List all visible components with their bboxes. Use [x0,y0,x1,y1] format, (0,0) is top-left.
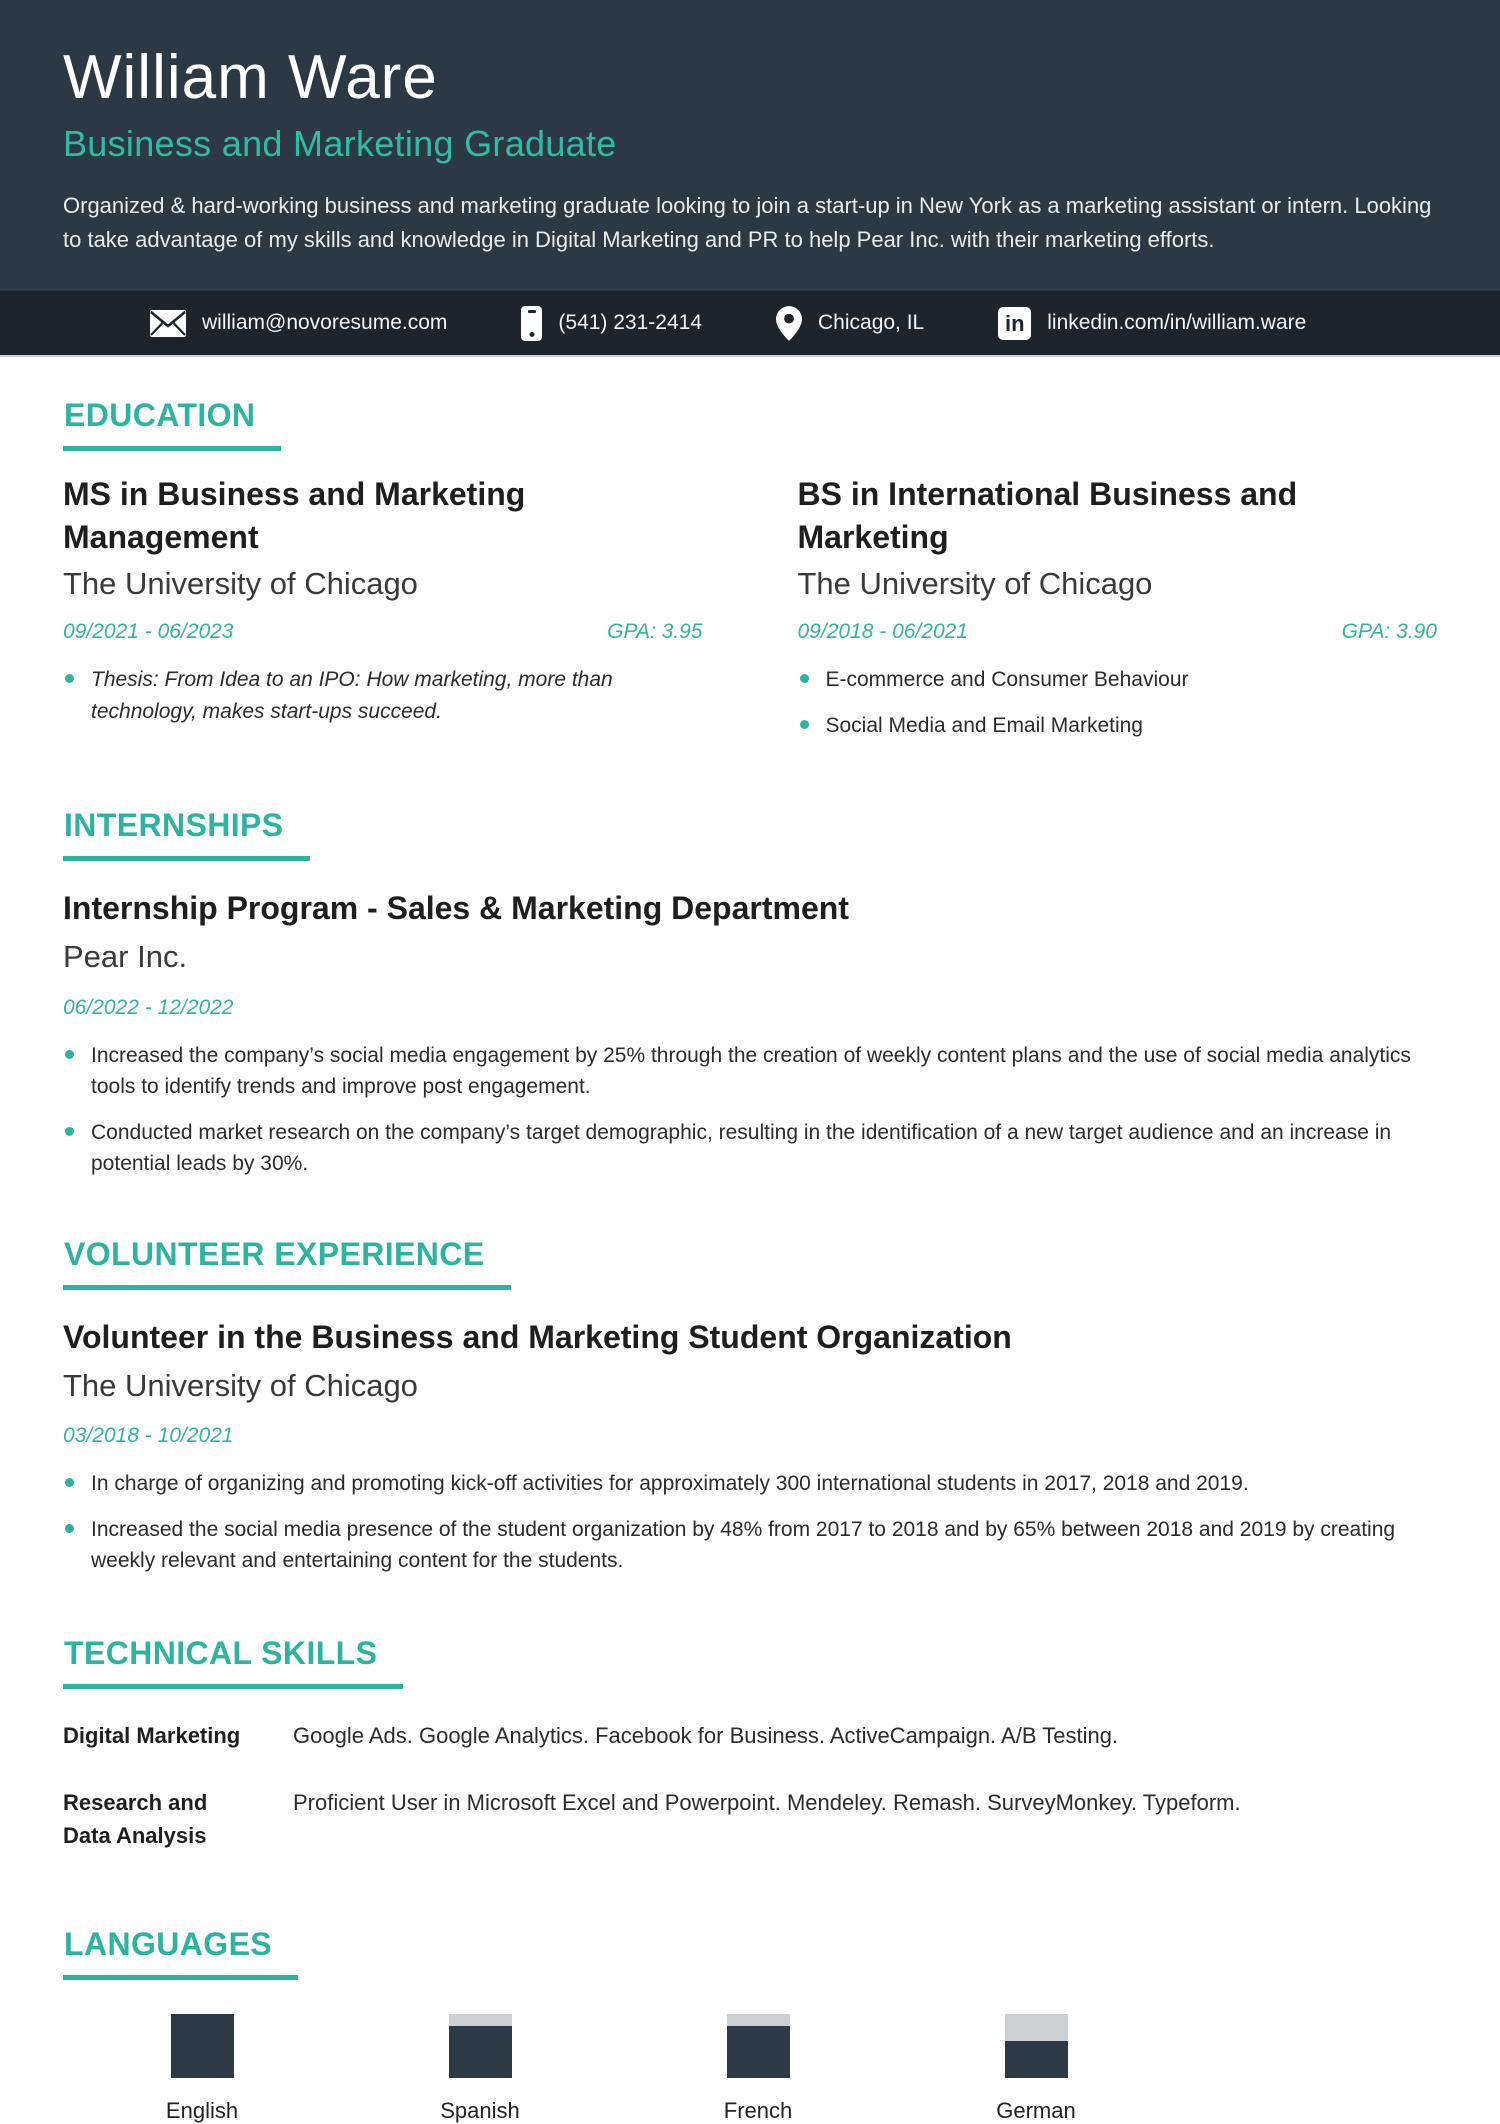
skill-list-value: Proficient User in Microsoft Excel and Powerpoint. Mendeley. Remash. SurveyMonkey. Typeform. [293,1789,1241,1815]
degree-title: BS in International Business and Marketing [797,476,1298,555]
volunteer-heading: VOLUNTEER EXPERIENCE [63,1236,511,1290]
bullet-item: Social Media and Email Marketing [798,710,1438,742]
date-range: 09/2018 - 06/2021 [797,620,968,644]
mobile-phone-icon [521,306,542,341]
section-languages [63,1926,1437,2124]
date-range: 03/2018 - 10/2021 [63,1424,234,1448]
internships-heading: INTERNSHIPS [63,807,310,861]
bullet-item: In charge of organizing and promoting kick-off activities for approximately 300 international students in 2017, 2018 and 2019. [63,1468,1437,1500]
languages-heading: LANGUAGES [63,1926,298,1980]
language-level-fill [1005,2041,1068,2077]
section-internships [63,807,1437,1180]
language-level-fill [727,2026,790,2078]
bullet-item: Conducted market research on the company’s target demographic, resulting in the identification of a new target audience and an increase in potential leads by 30%. [63,1117,1437,1180]
skill-list-value: Google Ads. Google Analytics. Facebook for Business. ActiveCampaign. A/B Testing. [293,1722,1119,1748]
date-gpa-row [798,620,1438,644]
volunteer-entry [63,1316,1437,1577]
language-item [619,2014,897,2124]
language-name: German [996,2097,1076,2123]
bullet-item: E-commerce and Consumer Behaviour [798,664,1438,696]
bullet-item: Thesis: From Idea to an IPO: How marketing, more than technology, makes start-ups succeed. [63,664,703,727]
gpa-value: GPA: 3.95 [607,620,703,644]
person-name: William Ware [63,43,438,112]
bullet-item: Increased the social media presence of the student organization by 48% from 2017 to 2018 and by 65% between 2018 and 2019 by creating weekly relevant and entertaining content for the students. [63,1514,1437,1577]
bullet-list [63,664,703,727]
language-item [63,2014,341,2124]
envelope-icon [150,310,186,337]
bullet-list [798,664,1438,741]
resume-body [0,397,1500,2123]
language-level-bar [727,2014,790,2078]
skills-table [63,1719,1437,1852]
bullet-list [63,1468,1437,1577]
section-volunteer-experience [63,1236,1437,1577]
gpa-value: GPA: 3.90 [1341,620,1437,644]
school-name: The University of Chicago [797,565,1153,601]
education-heading: EDUCATION [63,397,281,451]
position-title: Internship Program - Sales & Marketing Department [63,890,849,927]
language-level-fill [171,2014,234,2078]
education-entry [63,473,703,755]
contact-location-value: Chicago, IL [818,311,925,335]
contact-item-email [150,310,447,337]
linkedin-icon: in [998,307,1031,340]
summary-text: Organized & hard-working business and marketing graduate looking to join a start-up in New York as a marketing assistant or intern. Looking to take advantage of my skills and knowledge in Digital Marketing and PR to help Pear Inc. with their marketing efforts. [63,193,1432,253]
language-item [341,2014,619,2124]
language-name: English [165,2097,239,2123]
contact-item-location [776,306,924,341]
contact-bar [0,291,1500,357]
language-level-fill [449,2026,512,2078]
language-name: Spanish [440,2097,520,2123]
bullet-item: Increased the company’s social media engagement by 25% through the creation of weekly content plans and the use of social media analytics tools to identify trends and improve post engagement. [63,1040,1437,1103]
degree-title: MS in Business and Marketing Management [63,476,526,555]
skill-category-label: Digital Marketing [63,1722,241,1748]
contact-item-linkedin [998,307,1306,340]
section-technical-skills [63,1635,1437,1852]
header [0,0,1500,291]
contact-email-value: william@novoresume.com [202,311,448,335]
date-range: 06/2022 - 12/2022 [63,995,234,1019]
education-entries [63,473,1437,755]
person-job-title: Business and Marketing Graduate [63,123,617,165]
position-title: Volunteer in the Business and Marketing Student Organization [63,1318,1012,1355]
date-gpa-row [63,620,703,644]
language-level-bar [1005,2014,1068,2078]
organization-name: The University of Chicago [63,1368,418,1404]
language-name: French [723,2097,793,2123]
skill-category-label: Research and Data Analysis [63,1789,208,1848]
contact-item-phone [521,306,702,341]
language-level-bar [449,2014,512,2078]
language-level-bar [171,2014,234,2078]
school-name: The University of Chicago [63,565,418,601]
internship-entry [63,887,1437,1180]
language-item [897,2014,1175,2124]
section-education [63,397,1437,755]
company-name: Pear Inc. [63,939,188,975]
language-list [63,2014,1437,2124]
contact-linkedin-value: linkedin.com/in/william.ware [1047,311,1307,335]
technical-skills-heading: TECHNICAL SKILLS [63,1635,403,1689]
location-pin-icon [776,306,802,341]
contact-phone-value: (541) 231-2414 [558,311,702,335]
bullet-list [63,1040,1437,1180]
education-entry [798,473,1438,755]
date-range: 09/2021 - 06/2023 [63,620,234,644]
